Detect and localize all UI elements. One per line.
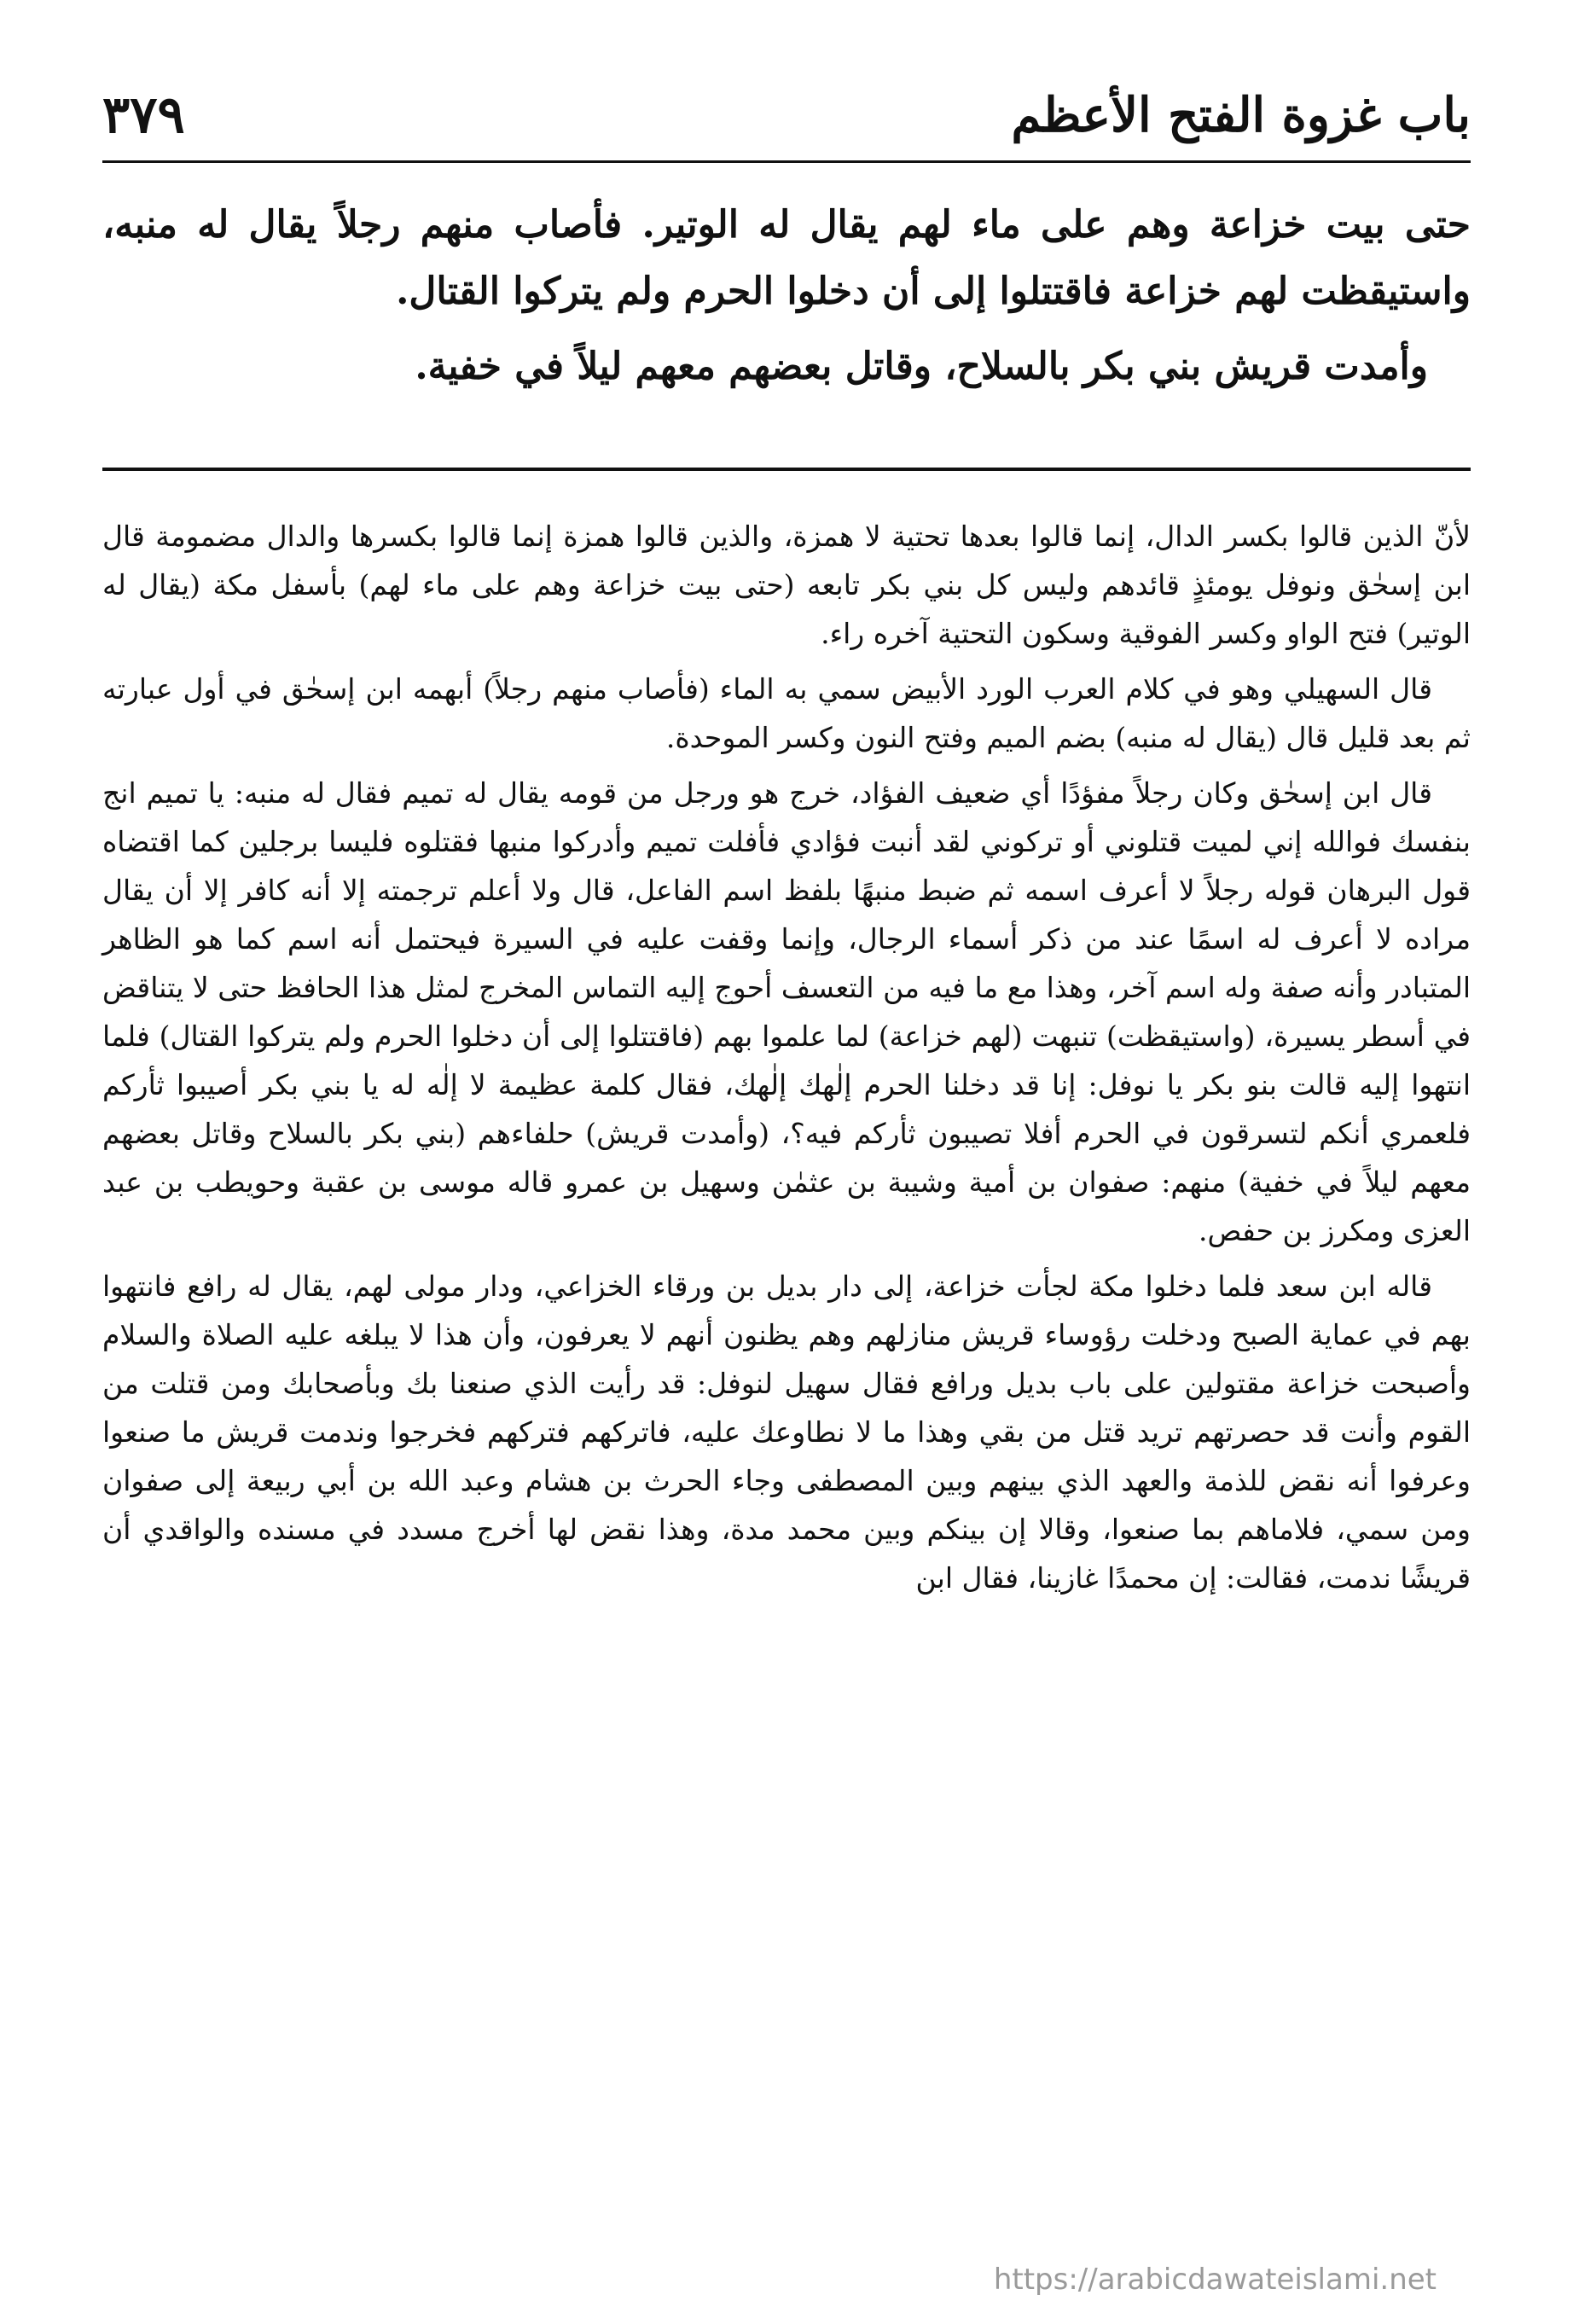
main-paragraph-2: وأمدت قريش بني بكر بالسلاح، وقاتل بعضهم معهم ليلاً في خفية. <box>415 345 1428 388</box>
commentary-paragraph-1: لأنّ الذين قالوا بكسر الدال، إنما قالوا بعدها تحتية لا همزة، والذين قالوا همزة إنما قالوا بكسرها والدال مضمومة قال ابن إسحٰق ونوفل يومئذٍ قائدهم وليس كل بني بكر تابعه (حتى بيت خزاعة وهم على ماء لهم) بأسفل مكة (يقال له الوتير) فتح الواو وكسر الفوقية وسكون التحتية آخره راء. <box>102 520 1471 650</box>
page-number: ٣٧٩ <box>102 85 185 145</box>
commentary-paragraph-4: قاله ابن سعد فلما دخلوا مكة لجأت خزاعة، إلى دار بديل بن ورقاء الخزاعي، ودار مولى لهم، يقال له رافع فانتهوا بهم في عماية الصبح ودخلت رؤوساء قريش منازلهم وهم يظنون أنهم لا يعرفون، وأن هذا لا يبلغه عليه الصلاة والسلام وأصبحت خزاعة مقتولين على باب بديل ورافع فقال سهيل لنوفل: قد رأيت الذي صنعنا بك وبأصحابك ومن قتلت من القوم وأنت قد حصرتهم تريد قتل من بقي وهذا ما لا نطاوعك عليه، فاتركهم فتركهم فخرجوا وندمت قريش ما صنعوا وعرفوا أنه نقض للذمة والعهد الذي بينهم وبين المصطفى وجاء الحرث بن هشام وعبد الله بن أبي ربيعة إلى صفوان ومن سمي، فلاماهم بما صنعوا، وقالا إن بينكم وبين محمد مدة، وهذا نقض لها أخرج مسدد في مسنده والواقدي أن قريشًا ندمت، فقالت: إن محمدًا غازينا، فقال ابن <box>102 1269 1471 1595</box>
watermark-url: https://arabicdawateislami.net <box>993 2263 1437 2297</box>
commentary-paragraph-2: قال السهيلي وهو في كلام العرب الورد الأبيض سمي به الماء (فأصاب منهم رجلاً) أبهمه ابن إسحٰق في أول عبارته ثم بعد قليل قال (يقال له منبه) بضم الميم وفتح النون وكسر الموحدة. <box>102 672 1471 754</box>
commentary-text <box>102 512 1471 1602</box>
main-text <box>102 192 1471 400</box>
section-divider <box>102 468 1471 471</box>
page-header <box>102 77 1471 154</box>
main-paragraph-1: حتى بيت خزاعة وهم على ماء لهم يقال له الوتير. فأصاب منهم رجلاً يقال له منبه، واستيقظت لهم خزاعة فاقتتلوا إلى أن دخلوا الحرم ولم يتركوا القتال. <box>102 203 1471 313</box>
running-title: باب غزوة الفتح الأعظم <box>1011 87 1471 143</box>
commentary-paragraph-3: قال ابن إسحٰق وكان رجلاً مفؤدًا أي ضعيف الفؤاد، خرج هو ورجل من قومه يقال له تميم فقال له منبه: يا تميم انج بنفسك فوالله إني لميت قتلوني أو تركوني لقد أنبت فؤادي فأفلت تميم وأدركوا منبها فقتلوه فليسا برجلين كما اقتضاه قول البرهان قوله رجلاً لا أعرف اسمه ثم ضبط منبهًا بلفظ اسم الفاعل، قال ولا أعلم ترجمته إلا أنه كافر إلا أن يقال مراده لا أعرف له اسمًا عند من ذكر أسماء الرجال، وإنما وقفت عليه في السيرة فيحتمل أنه اسم كما هو الظاهر المتبادر وأنه صفة وله اسم آخر، وهذا مع ما فيه من التعسف أحوج إليه التماس المخرج لمثل هذا الحافظ حتى لا يتناقض في أسطر يسيرة، (واستيقظت) تنبهت (لهم خزاعة) لما علموا بهم (فاقتتلوا إلى أن دخلوا الحرم ولم يتركوا القتال) فلما انتهوا إليه قالت بنو بكر يا نوفل: إنا قد دخلنا الحرم إلٰهك إلٰهك، فقال كلمة عظيمة لا إلٰه له يا بني بكر أصيبوا ثأركم فلعمري أنكم لتسرقون في الحرم أفلا تصيبون ثأركم فيه؟، (وأمدت قريش) حلفاءهم (بني بكر بالسلاح وقاتل بعضهم معهم ليلاً في خفية) منهم: صفوان بن أمية وشيبة بن عثمٰن وسهيل بن عمرو قاله موسى بن عقبة وحويطب بن عبد العزى ومكرز بن حفص. <box>102 776 1471 1247</box>
header-rule <box>102 160 1471 163</box>
